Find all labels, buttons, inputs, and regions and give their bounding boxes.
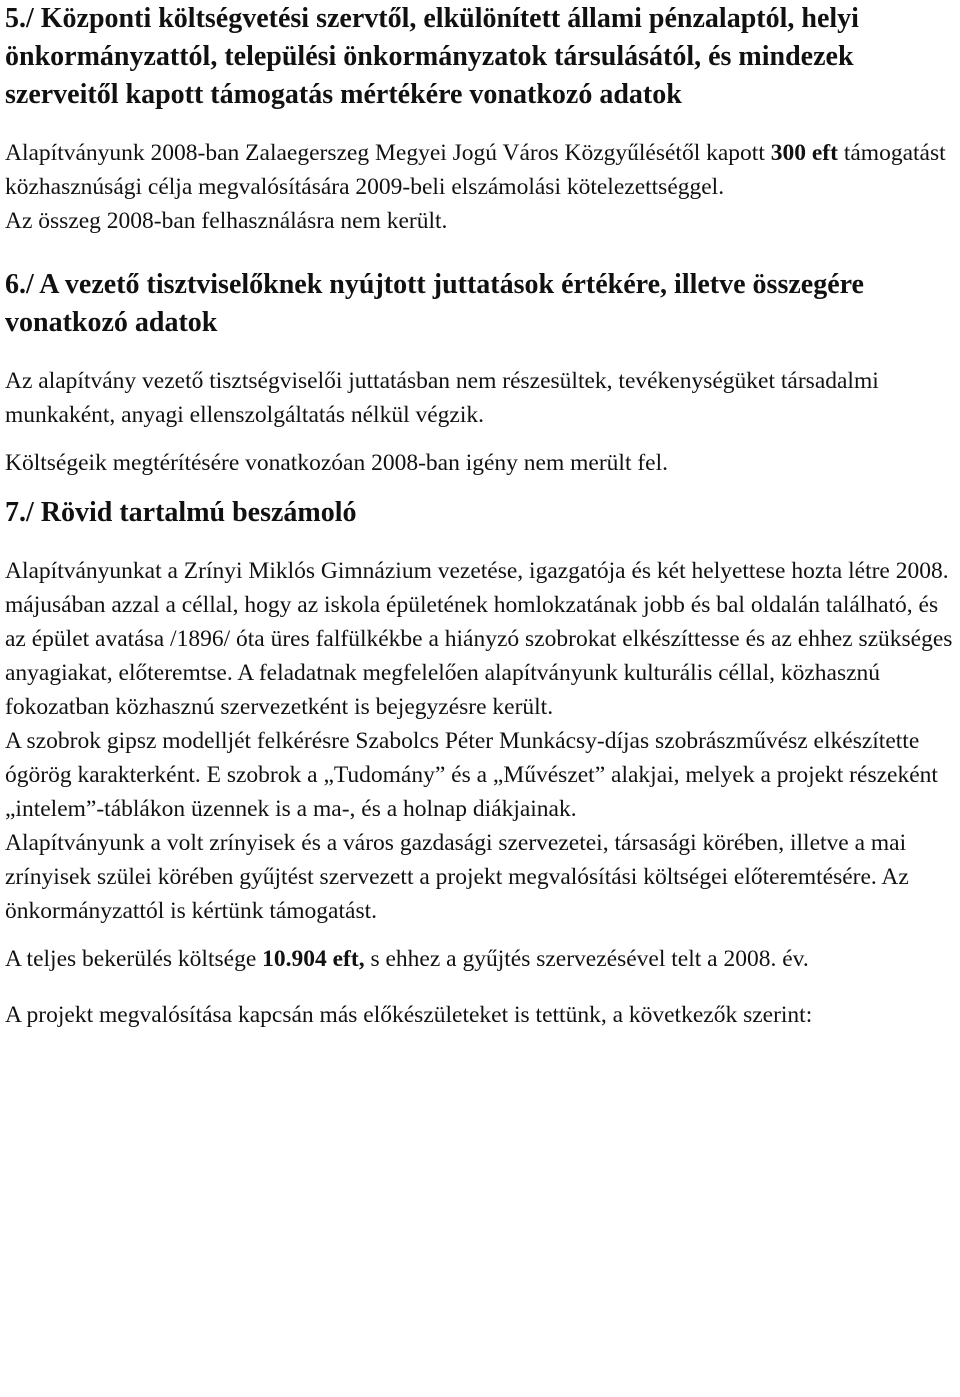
- section-7-total-cost: 10.904 eft,: [262, 946, 365, 972]
- section-7-paragraph-4: [5, 942, 957, 976]
- section-7-paragraph-1: Alapítványunkat a Zrínyi Miklós Gimnázium vezetése, igazgatója és két helyettese hozta létre 2008. májusában azzal a céllal, hogy az iskola épületének homlokzatának jobb és bal oldalán található, és az épület avatása /1896/ óta üres falfülkékbe a hiányzó szobrokat elkészíttesse és az ehhez szükséges anyagiakat, előteremtse. A feladatnak megfelelően alapítványunk kulturális céllal, közhasznú fokozatban közhasznú szervezetként is bejegyzésre került.: [5, 558, 953, 720]
- section-5-p1-post: támogatást közhasznúsági célja megvalósítására 2009-beli elszámolási kötelezettséggel.: [5, 140, 946, 200]
- section-5-heading: 5./ Központi költségvetési szervtől, elkülönített állami pénzalaptól, helyi önkormányzattól, települési önkormányzatok társulásától, és mindezek szerveitől kapott támogatás mértékére vonatkozó adatok: [5, 3, 859, 110]
- section-6-paragraph-1: Az alapítvány vezető tisztségviselői juttatásban nem részesültek, tevékenységüket társadalmi munkaként, anyagi ellenszolgáltatás nélkül végzik.: [5, 368, 879, 428]
- section-7-paragraph-3: Alapítványunk a volt zrínyisek és a város gazdasági szervezetei, társasági körében, illetve a mai zrínyisek szülei körében gyűjtést szervezett a projekt megvalósítási költségei előteremtésére. Az önkormányzattól is kértünk támogatást.: [5, 830, 909, 924]
- section-7-p4-pre: A teljes bekerülés költsége: [5, 946, 263, 972]
- section-5-amount: 300 eft: [770, 140, 838, 166]
- section-6-heading: 6./ A vezető tisztviselőknek nyújtott juttatások értékére, illetve összegére vonatkozó adatok: [5, 269, 864, 338]
- section-5-p1-pre: Alapítványunk 2008-ban Zalaegerszeg Megyei Jogú Város Közgyűlésétől kapott: [5, 140, 771, 166]
- section-6-paragraph-2: Költségeik megtérítésére vonatkozóan 2008-ban igény nem merült fel.: [5, 450, 669, 476]
- section-5-paragraph-1: [5, 136, 957, 204]
- section-7-paragraph-2: A szobrok gipsz modelljét felkérésre Szabolcs Péter Munkácsy-díjas szobrászművész elkészítette ógörög karakterként. E szobrok a „Tudomány” és a „Művészet” alakjai, melyek a projekt részeként „intelem”-táblákon üzennek is a ma-, és a holnap diákjainak.: [5, 728, 938, 822]
- section-7-p4-post: s ehhez a gyűjtés szervezésével telt a 2008. év.: [364, 946, 809, 972]
- section-7-paragraph-5: A projekt megvalósítása kapcsán más előkészületeket is tettünk, a következők szerint:: [5, 1002, 813, 1028]
- section-7-heading: 7./ Rövid tartalmú beszámoló: [5, 497, 357, 528]
- section-5-paragraph-2: Az összeg 2008-ban felhasználásra nem került.: [5, 208, 448, 234]
- document-page: [5, 0, 957, 1032]
